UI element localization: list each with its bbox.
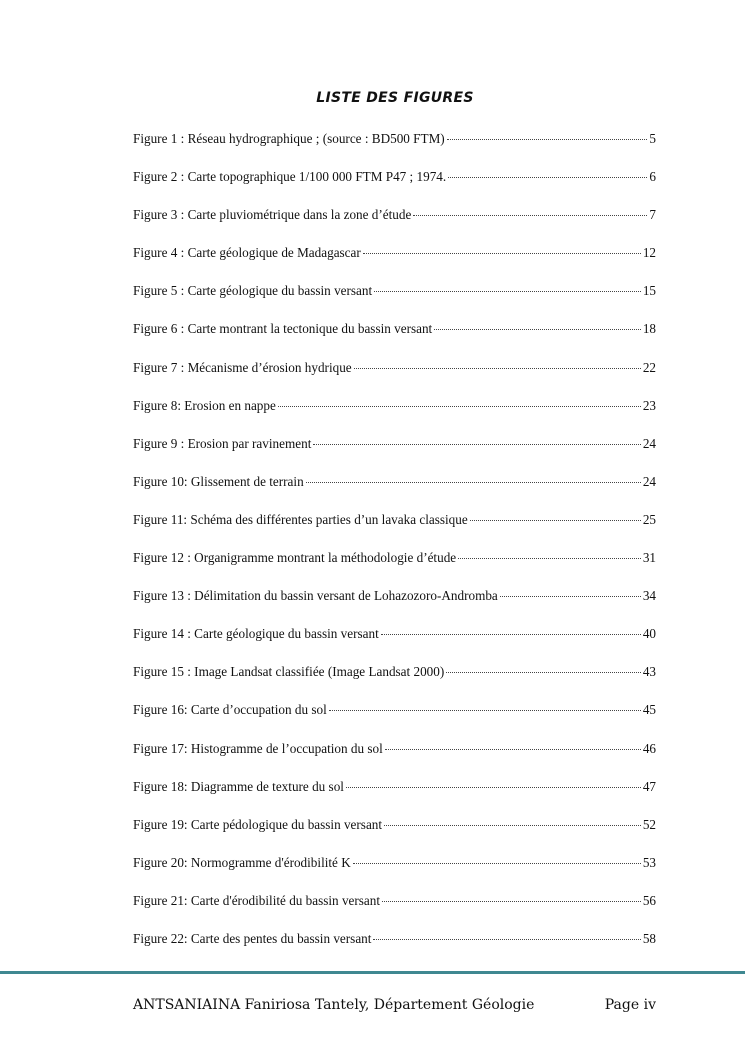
footer-page-number: Page iv bbox=[604, 997, 656, 1013]
figure-entry[interactable] bbox=[133, 283, 656, 321]
dot-leader bbox=[448, 177, 647, 178]
figure-entry-label: Figure 7 : Mécanisme d’érosion hydrique bbox=[133, 359, 352, 375]
figure-entry[interactable] bbox=[133, 931, 656, 969]
figure-entry-page: 7 bbox=[649, 207, 656, 223]
figure-entry[interactable] bbox=[133, 626, 656, 664]
dot-leader bbox=[500, 596, 641, 597]
figure-entry-page: 46 bbox=[642, 740, 656, 756]
figure-entry-page: 31 bbox=[642, 550, 656, 566]
dot-leader bbox=[446, 672, 641, 673]
figure-entry-label: Figure 21: Carte d'érodibilité du bassin versant bbox=[133, 892, 381, 908]
figure-entry[interactable] bbox=[133, 664, 656, 702]
figure-entry-page: 52 bbox=[642, 816, 656, 832]
figure-entry-label: Figure 19: Carte pédologique du bassin versant bbox=[133, 816, 383, 832]
figure-entry-page: 53 bbox=[642, 854, 656, 870]
dot-leader bbox=[363, 253, 641, 254]
figure-entry[interactable] bbox=[133, 741, 656, 779]
figure-entry-label: Figure 12 : Organigramme montrant la méthodologie d’étude bbox=[133, 550, 457, 566]
figure-entry-label: Figure 11: Schéma des différentes parties d’un lavaka classique bbox=[133, 511, 468, 527]
figure-entry-label: Figure 8: Erosion en nappe bbox=[133, 397, 276, 413]
dot-leader bbox=[384, 825, 641, 826]
figure-entry-page: 43 bbox=[642, 664, 656, 680]
dot-leader bbox=[278, 406, 641, 407]
figure-entry[interactable] bbox=[133, 702, 656, 740]
dot-leader bbox=[346, 787, 641, 788]
figure-entry-label: Figure 6 : Carte montrant la tectonique du bassin versant bbox=[133, 321, 433, 337]
figure-entry-label: Figure 22: Carte des pentes du bassin versant bbox=[133, 930, 372, 946]
figure-entry-page: 12 bbox=[642, 245, 656, 261]
page-footer bbox=[133, 997, 656, 1013]
figure-entry-page: 15 bbox=[642, 283, 656, 299]
figure-entry[interactable] bbox=[133, 779, 656, 817]
figure-entry-label: Figure 20: Normogramme d'érodibilité K bbox=[133, 854, 351, 870]
figure-entry-page: 24 bbox=[642, 473, 656, 489]
figure-entry-label: Figure 5 : Carte géologique du bassin versant bbox=[133, 283, 373, 299]
figure-entry-page: 5 bbox=[649, 131, 656, 146]
figure-entry-page: 58 bbox=[642, 930, 656, 946]
figure-entry[interactable] bbox=[133, 169, 656, 207]
figure-list bbox=[133, 131, 656, 969]
dot-leader bbox=[354, 368, 641, 369]
figure-entry-page: 24 bbox=[642, 435, 656, 451]
figure-entry-page: 6 bbox=[649, 169, 656, 185]
figure-entry-page: 34 bbox=[642, 588, 656, 604]
footer-rule bbox=[0, 971, 745, 974]
figure-entry-label: Figure 13 : Délimitation du bassin versant de Lohazozoro-Andromba bbox=[133, 588, 498, 604]
figure-entry[interactable] bbox=[133, 131, 656, 169]
figure-entry[interactable] bbox=[133, 360, 656, 398]
dot-leader bbox=[374, 291, 641, 292]
dot-leader bbox=[385, 749, 641, 750]
dot-leader bbox=[434, 329, 641, 330]
footer-author: ANTSANIAINA Faniriosa Tantely, Département Géologie bbox=[133, 997, 535, 1013]
dot-leader bbox=[306, 482, 641, 483]
figure-entry[interactable] bbox=[133, 550, 656, 588]
figure-entry-page: 23 bbox=[642, 397, 656, 413]
figure-entry[interactable] bbox=[133, 512, 656, 550]
figure-entry[interactable] bbox=[133, 436, 656, 474]
figure-entry-page: 18 bbox=[642, 321, 656, 337]
figure-entry-page: 25 bbox=[642, 511, 656, 527]
figure-entry-label: Figure 9 : Erosion par ravinement bbox=[133, 435, 312, 451]
dot-leader bbox=[470, 520, 641, 521]
figure-entry[interactable] bbox=[133, 474, 656, 512]
figure-entry-page: 47 bbox=[642, 778, 656, 794]
figure-entry-label: Figure 2 : Carte topographique 1/100 000 FTM P47 ; 1974. bbox=[133, 169, 447, 185]
figure-entry-page: 22 bbox=[642, 359, 656, 375]
figure-entry[interactable] bbox=[133, 817, 656, 855]
figure-entry[interactable] bbox=[133, 398, 656, 436]
figure-entry[interactable] bbox=[133, 588, 656, 626]
figure-entry-label: Figure 10: Glissement de terrain bbox=[133, 473, 304, 489]
figure-entry-label: Figure 14 : Carte géologique du bassin versant bbox=[133, 626, 379, 642]
figure-entry-page: 40 bbox=[642, 626, 656, 642]
figure-entry[interactable] bbox=[133, 245, 656, 283]
figure-entry-label: Figure 4 : Carte géologique de Madagascar bbox=[133, 245, 361, 261]
dot-leader bbox=[458, 558, 641, 559]
figure-entry[interactable] bbox=[133, 855, 656, 893]
figure-entry-label: Figure 1 : Réseau hydrographique ; (source : BD500 FTM) bbox=[133, 131, 445, 146]
dot-leader bbox=[329, 710, 641, 711]
dot-leader bbox=[382, 901, 641, 902]
figure-entry-label: Figure 17: Histogramme de l’occupation du sol bbox=[133, 740, 383, 756]
figure-entry-page: 45 bbox=[642, 702, 656, 718]
dot-leader bbox=[381, 634, 641, 635]
dot-leader bbox=[353, 863, 641, 864]
figure-entry-page: 56 bbox=[642, 892, 656, 908]
figure-entry[interactable] bbox=[133, 893, 656, 931]
figure-entry-label: Figure 3 : Carte pluviométrique dans la zone d’étude bbox=[133, 207, 412, 223]
dot-leader bbox=[313, 444, 640, 445]
figure-entry-label: Figure 18: Diagramme de texture du sol bbox=[133, 778, 344, 794]
dot-leader bbox=[373, 939, 640, 940]
figure-entry[interactable] bbox=[133, 321, 656, 359]
figure-entry-label: Figure 15 : Image Landsat classifiée (Image Landsat 2000) bbox=[133, 664, 445, 680]
dot-leader bbox=[447, 139, 648, 140]
page-title: LISTE DES FIGURES bbox=[316, 90, 474, 106]
figure-entry[interactable] bbox=[133, 207, 656, 245]
figure-entry-label: Figure 16: Carte d’occupation du sol bbox=[133, 702, 327, 718]
dot-leader bbox=[413, 215, 647, 216]
